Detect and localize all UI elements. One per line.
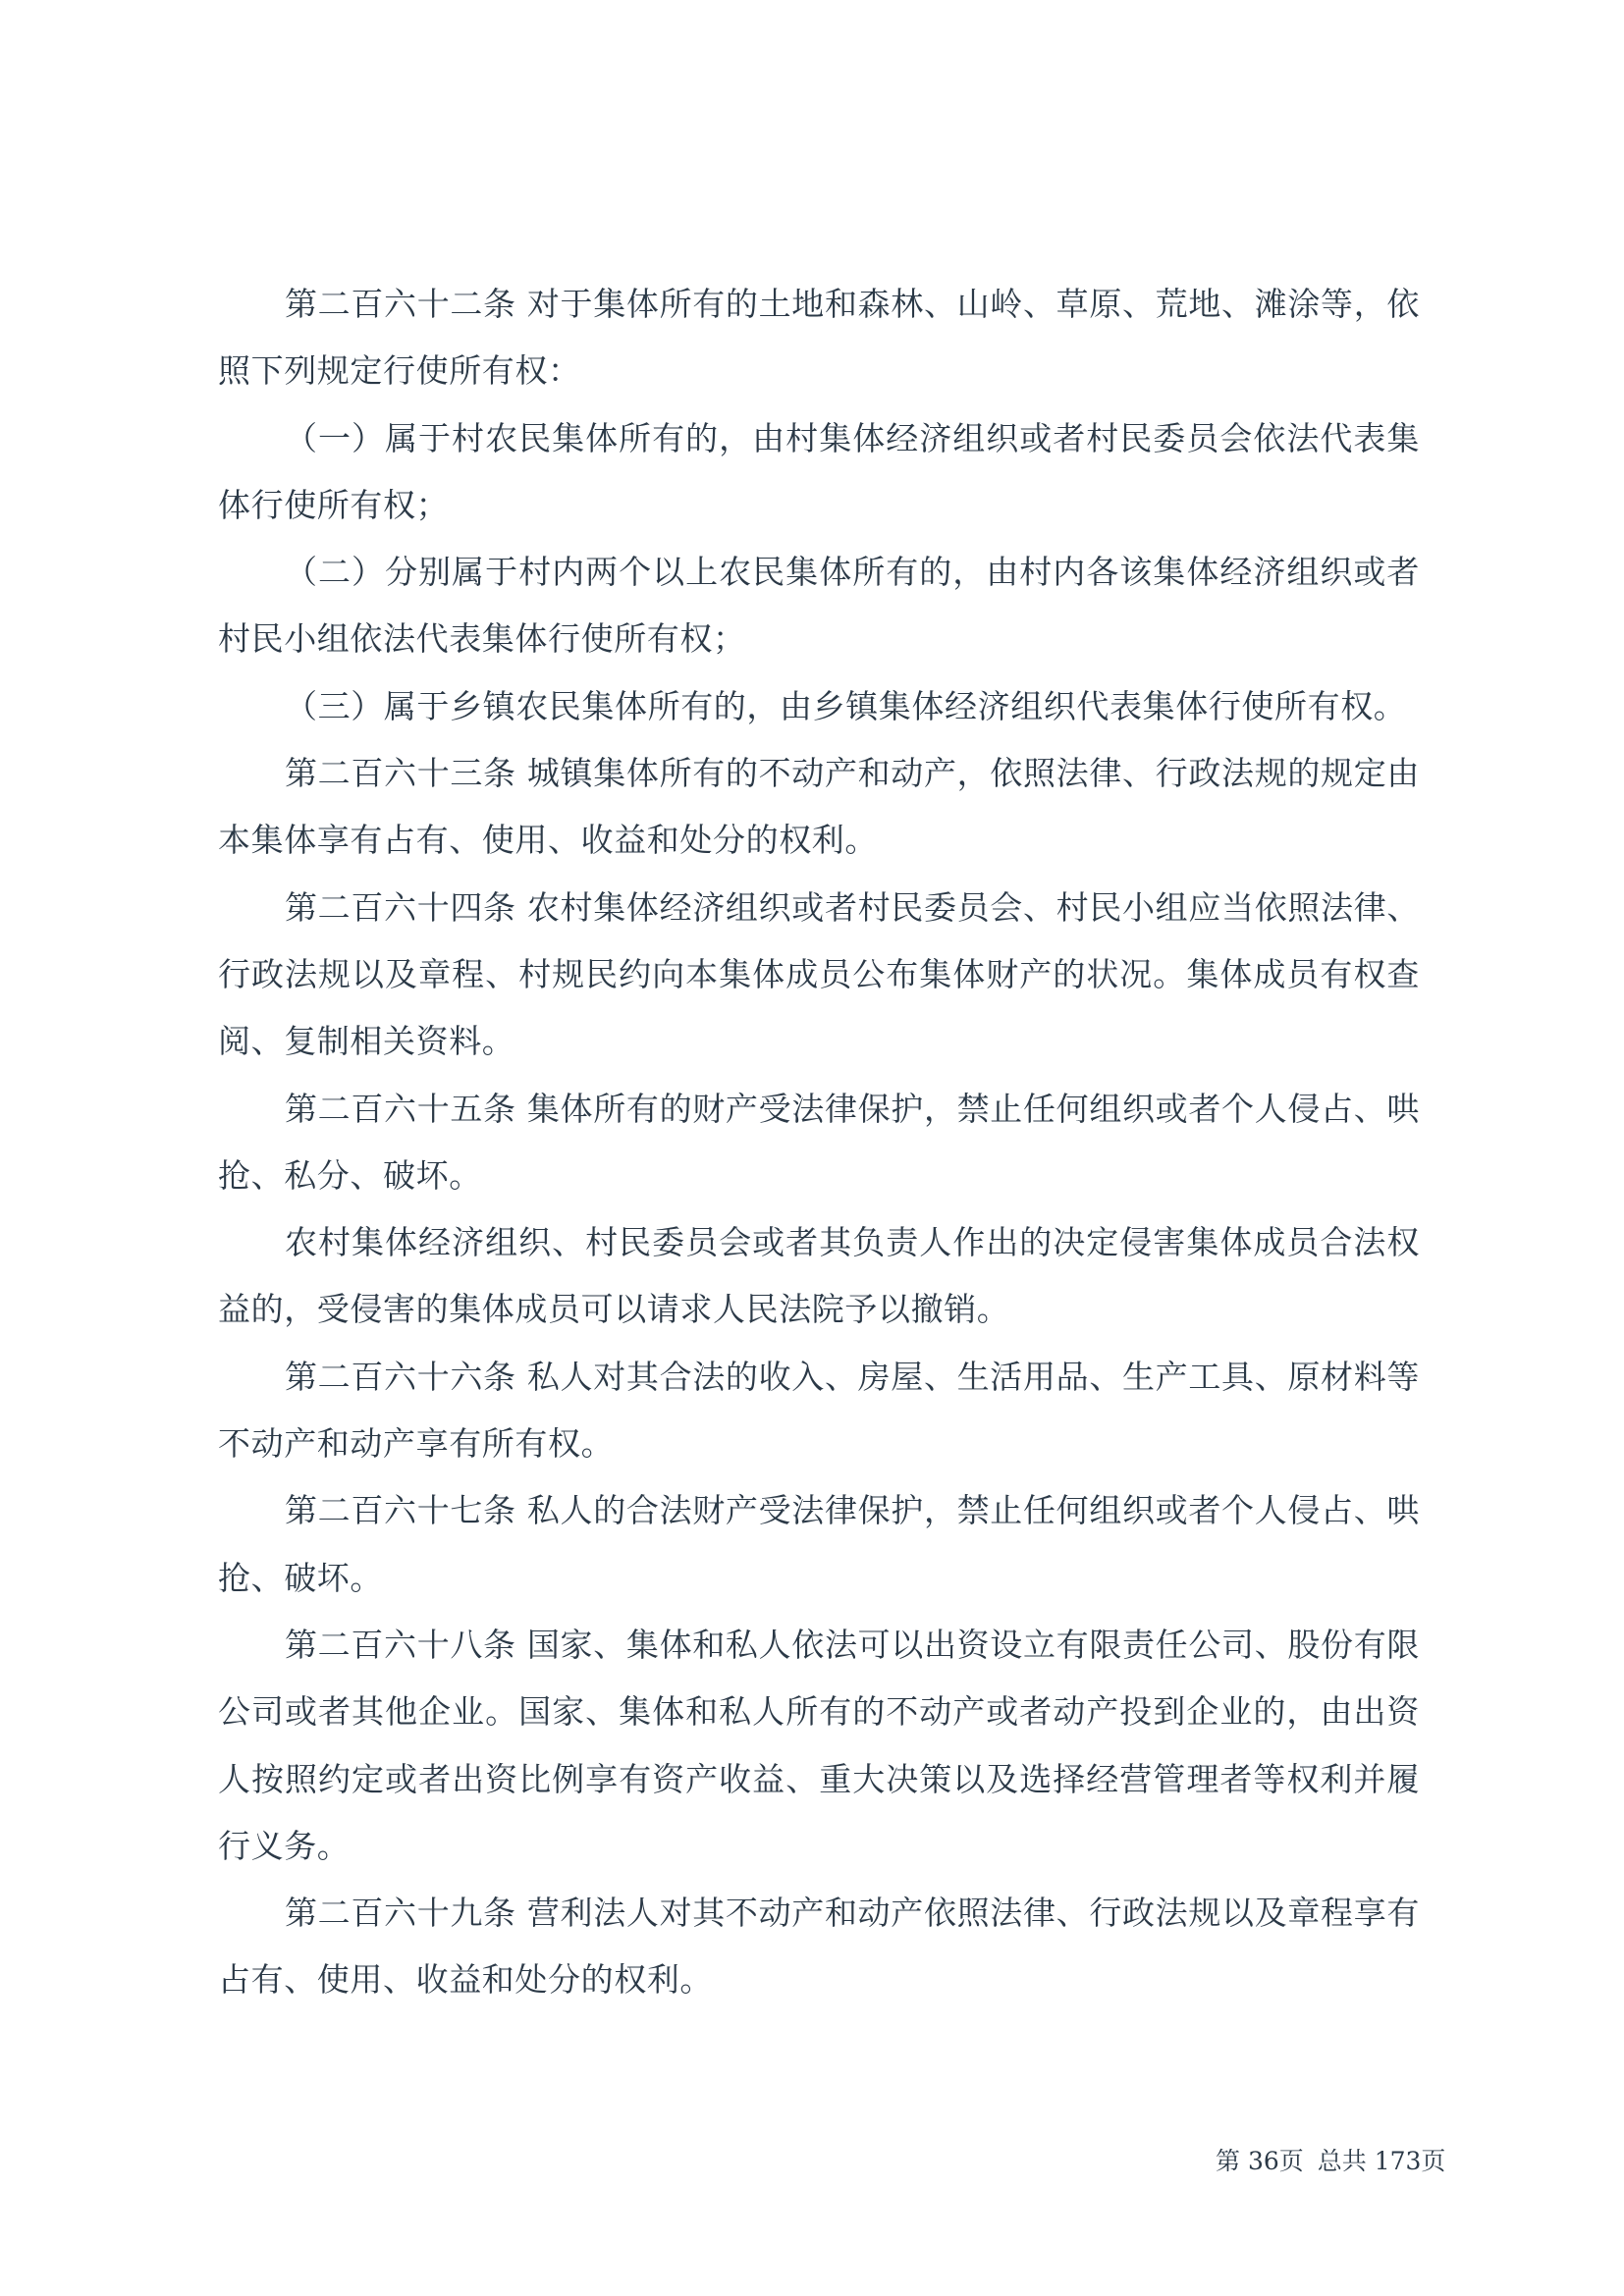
article-267: 第二百六十七条 私人的合法财产受法律保护，禁止任何组织或者个人侵占、哄抢、破坏。 xyxy=(218,1491,1420,1597)
document-body xyxy=(218,271,1420,2014)
article-262-item-1: （一）属于村农民集体所有的，由村集体经济组织或者村民委员会依法代表集体行使所有权； xyxy=(218,418,1420,524)
page-total: 总共 173页 xyxy=(1317,2147,1446,2175)
article-268: 第二百六十八条 国家、集体和私人依法可以出资设立有限责任公司、股份有限公司或者其他企业。国家、集体和私人所有的不动产或者动产投到企业的，由出资人按照约定或者出资比例享有资产收益、重大决策以及选择经营管理者等权利并履行义务。 xyxy=(218,1625,1420,1865)
article-262-item-3: （三）属于乡镇农民集体所有的，由乡镇集体经济组织代表集体行使所有权。 xyxy=(285,686,1407,725)
page-number: 第 36页 xyxy=(1216,2147,1304,2175)
article-262: 第二百六十二条 对于集体所有的土地和森林、山岭、草原、荒地、滩涂等，依照下列规定行使所有权： xyxy=(218,285,1420,391)
article-265: 第二百六十五条 集体所有的财产受法律保护，禁止任何组织或者个人侵占、哄抢、私分、破坏。 xyxy=(218,1089,1420,1195)
article-264: 第二百六十四条 农村集体经济组织或者村民委员会、村民小组应当依照法律、行政法规以及章程、村规民约向本集体成员公布集体财产的状况。集体成员有权查阅、复制相关资料。 xyxy=(218,887,1420,1061)
article-265-paragraph-2: 农村集体经济组织、村民委员会或者其负责人作出的决定侵害集体成员合法权益的，受侵害的集体成员可以请求人民法院予以撤销。 xyxy=(218,1223,1420,1329)
article-262-item-2: （二）分别属于村内两个以上农民集体所有的，由村内各该集体经济组织或者村民小组依法代表集体行使所有权； xyxy=(218,553,1420,659)
article-263: 第二百六十三条 城镇集体所有的不动产和动产，依照法律、行政法规的规定由本集体享有占有、使用、收益和处分的权利。 xyxy=(218,754,1420,860)
article-269: 第二百六十九条 营利法人对其不动产和动产依照法律、行政法规以及章程享有占有、使用、收益和处分的权利。 xyxy=(218,1894,1420,2000)
article-266: 第二百六十六条 私人对其合法的收入、房屋、生活用品、生产工具、原材料等不动产和动产享有所有权。 xyxy=(218,1357,1420,1464)
page-footer xyxy=(1216,2142,1445,2177)
